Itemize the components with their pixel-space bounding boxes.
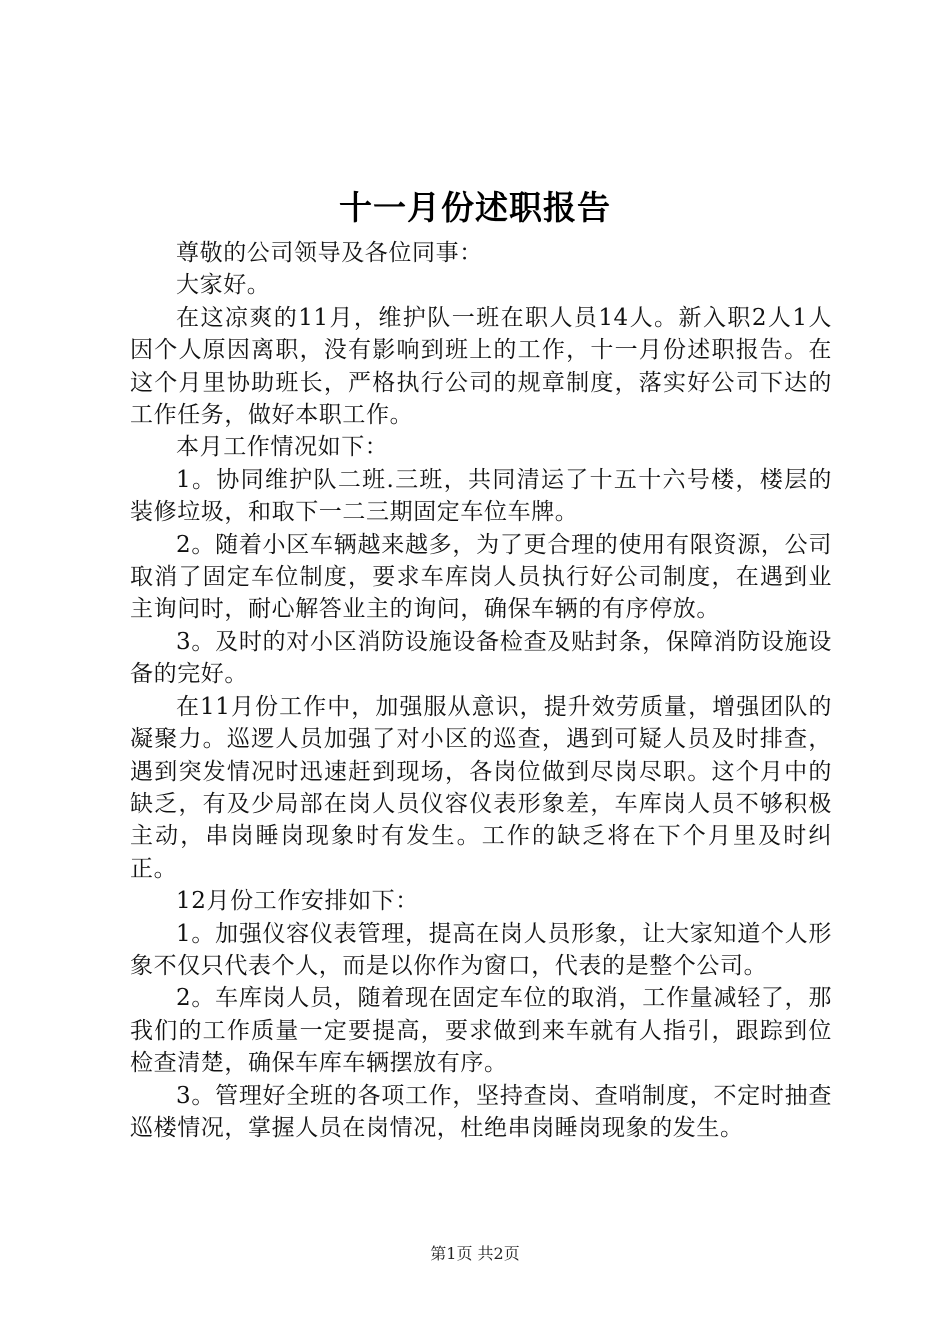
paragraph-work-heading: 本月工作情况如下： — [176, 434, 389, 461]
paragraph-plan-item-1: 1。加强仪容仪表管理，提高在岗人员形象，让大家知道个人形象不仅只代表个人，而是以你作为窗口，代表的是整个公司。 — [130, 920, 832, 979]
paragraph-work-item-3: 3。及时的对小区消防设施设备检查及贴封条，保障消防设施设备的完好。 — [130, 628, 832, 688]
paragraph-plan-heading: 12月份工作安排如下： — [176, 888, 419, 915]
paragraph-intro: 在这凉爽的11月，维护队一班在职人员14人。新入职2人1人因个人原因离职，没有影响到班上的工作，十一月份述职报告。在这个月里协助班长，严格执行公司的规章制度，落实好公司下达的工作任务，做好本职工作。 — [130, 304, 832, 429]
document-title: 十一月份述职报告 — [339, 188, 611, 227]
paragraph-work-item-1: 1。协同维护队二班.三班，共同清运了十五十六号楼，楼层的装修垃圾，和取下一二三期固定车位车牌。 — [130, 466, 832, 526]
paragraph-plan-item-2: 2。车库岗人员，随着现在固定车位的取消，工作量减轻了，那我们的工作质量一定要提高，要求做到来车就有人指引，跟踪到位检查清楚，确保车库车辆摆放有序。 — [130, 985, 832, 1077]
page-number-footer: 第1页 共2页 — [430, 1244, 520, 1263]
paragraph-work-item-2: 2。随着小区车辆越来越多，为了更合理的使用有限资源，公司取消了固定车位制度，要求车库岗人员执行好公司制度，在遇到业主询问时，耐心解答业主的询问，确保车辆的有序停放。 — [130, 531, 832, 623]
paragraph-summary: 在11月份工作中，加强服从意识，提升效劳质量，增强团队的凝聚力。巡逻人员加强了对小区的巡查，遇到可疑人员及时排查，遇到突发情况时迅速赶到现场，各岗位做到尽岗尽职。这个月中的缺乏，有及少局部在岗人员仪容仪表形象差，车库岗人员不够积极主动，串岗睡岗现象时有发生。工作的缺乏将在下个月里及时纠正。 — [130, 693, 832, 882]
paragraph-greeting: 大家好。 — [176, 272, 271, 299]
document-body — [130, 237, 832, 1144]
paragraph-salutation: 尊敬的公司领导及各位同事： — [176, 240, 483, 266]
paragraph-plan-item-3: 3。管理好全班的各项工作，坚持查岗、查哨制度，不定时抽查巡楼情况，掌握人员在岗情况，杜绝串岗睡岗现象的发生。 — [130, 1082, 832, 1141]
